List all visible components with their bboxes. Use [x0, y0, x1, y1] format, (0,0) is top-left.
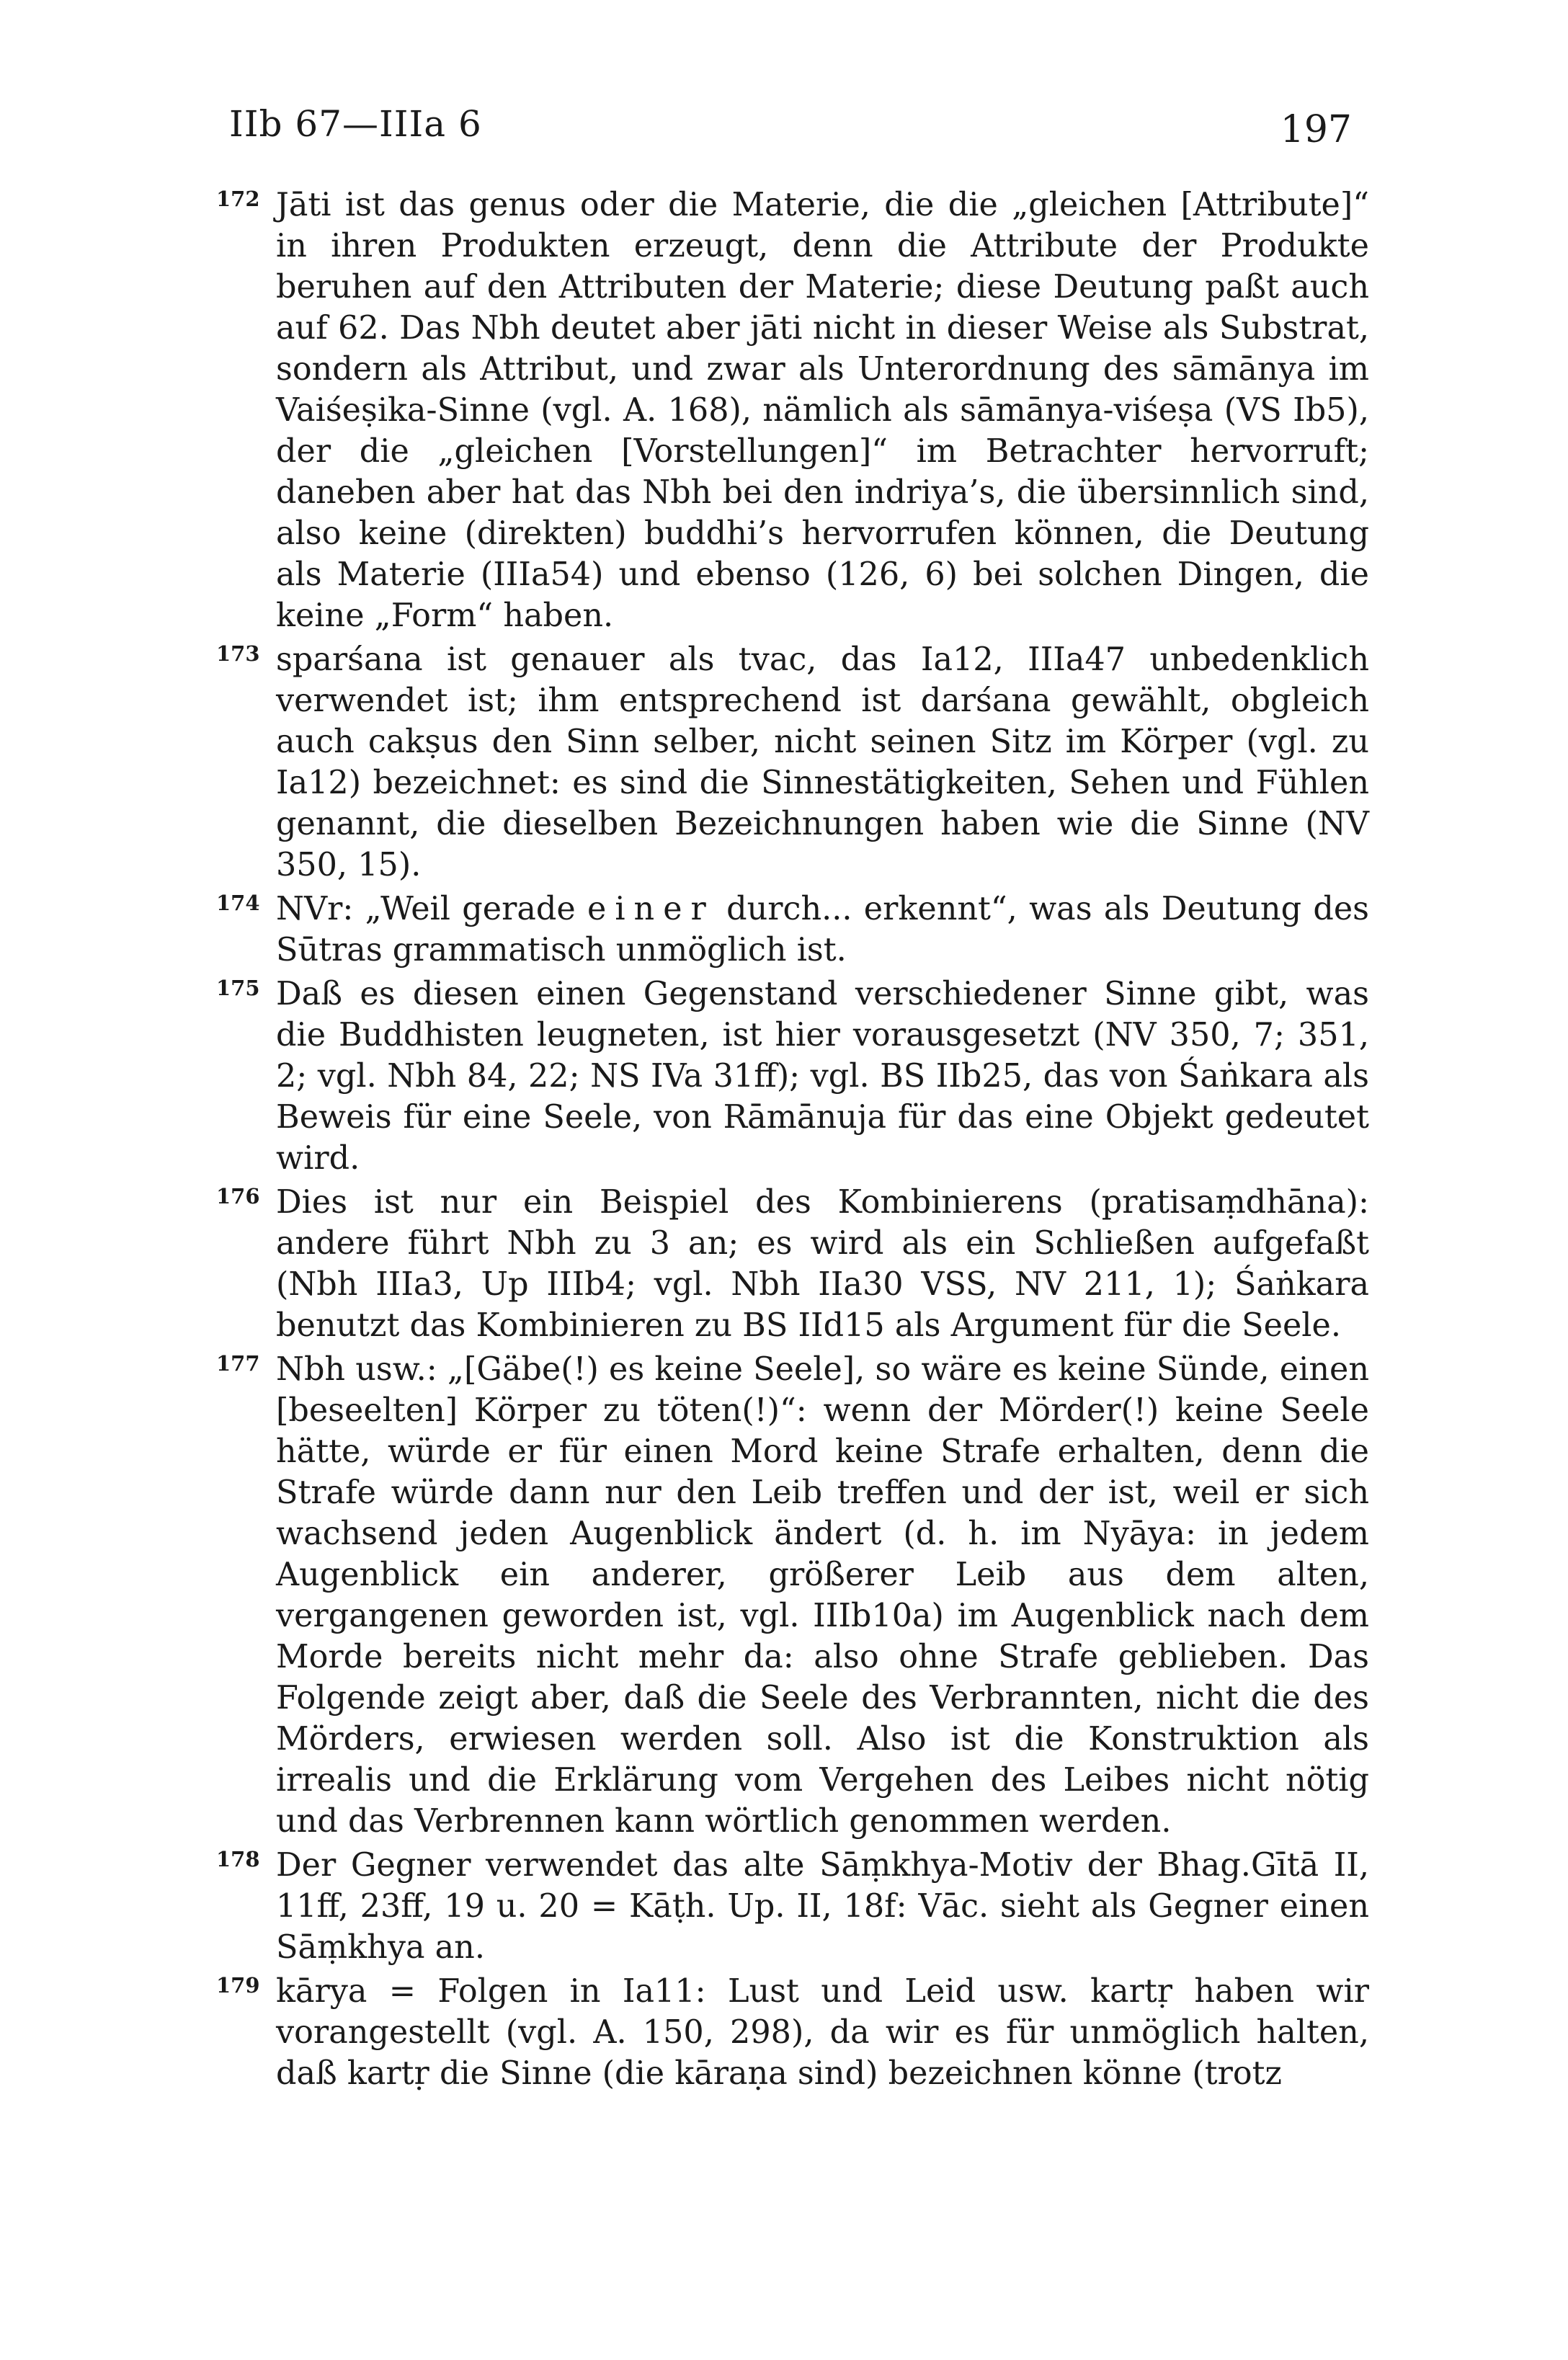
footnote-text [276, 889, 1369, 971]
footnotes-block [216, 184, 1369, 2097]
running-head: IIb 67—IIIa 6 [229, 103, 482, 145]
footnote-text: Nbh usw.: „[Gäbe(!) es keine Seele], so wäre es keine Sünde, einen [beseelten] Körper zu töten(!)“: wenn der Mörder(!) keine Seele hätte, würde er für einen Mord keine Strafe erhalten, denn die Strafe würde dann nur den Leib treffen und der ist, weil er sich wachsend jeden Augenblick ändert (d. h. im Nyāya: in jedem Augenblick ein anderer, größerer Leib aus dem alten, vergangenen geworden ist, vgl. IIIb10a) im Augenblick nach dem Morde bereits nicht mehr da: also ohne Strafe geblieben. Das Folgende zeigt aber, daß die Seele des Verbrannten, nicht die des Mörders, erwiesen werden soll. Also ist die Konstruktion als irrealis und die Erklärung vom Vergehen des Leibes nicht nötig und das Verbrennen kann wörtlich genommen werden. [276, 1351, 1369, 1840]
footnote-number: 172 [216, 187, 260, 211]
footnote-174 [216, 889, 1369, 971]
footnote-number: 178 [216, 1847, 260, 1871]
footnote-179 [216, 1971, 1369, 2094]
footnote-172 [216, 184, 1369, 636]
footnote-number: 176 [216, 1184, 260, 1208]
footnote-177 [216, 1349, 1369, 1842]
footnote-number: 173 [216, 641, 260, 666]
footnote-number: 179 [216, 1973, 260, 1998]
footnote-number: 174 [216, 891, 260, 915]
footnote-176 [216, 1182, 1369, 1346]
footnote-text: kārya = Folgen in Ia11: Lust und Leid usw. kartṛ haben wir vorangestellt (vgl. A. 150, 298), da wir es für unmöglich halten, daß kartṛ die Sinne (die kāraṇa sind) bezeichnen könne (trotz [276, 1973, 1369, 2092]
page-number: 197 [1280, 108, 1352, 151]
footnote-text: Daß es diesen einen Gegenstand verschiedener Sinne gibt, was die Buddhisten leugneten, ist hier vorausgesetzt (NV 350, 7; 351, 2; vgl. Nbh 84, 22; NS IVa 31ff); vgl. BS IIb25, das von Śaṅkara als Beweis für eine Seele, von Rāmānuja für das eine Objekt gedeutet wird. [276, 976, 1369, 1177]
spaced-emphasis: einer [587, 891, 715, 927]
footnote-173 [216, 639, 1369, 886]
footnote-text: sparśana ist genauer als tvac, das Ia12, IIIa47 unbedenklich verwendet ist; ihm entsprechend ist darśana gewählt, obgleich auch cakṣus den Sinn selber, nicht seinen Sitz im Körper (vgl. zu Ia12) bezeichnet: es sind die Sinnestätigkeiten, Sehen und Fühlen genannt, die dieselben Bezeichnungen haben wie die Sinne (NV 350, 15). [276, 641, 1369, 883]
footnote-text: Dies ist nur ein Beispiel des Kombinierens (pratisaṃdhāna): andere führt Nbh zu 3 an; es wird als ein Schließen aufgefaßt (Nbh IIIa3, Up IIIb4; vgl. Nbh IIa30 VSS, NV 211, 1); Śaṅkara benutzt das Kombinieren zu BS IId15 als Argument für die Seele. [276, 1184, 1369, 1344]
footnote-text-part: NVr: „Weil gerade [276, 891, 587, 927]
footnote-text-part: durch... erkennt“, was als Deutung des Sūtras grammatisch unmöglich ist. [276, 891, 1369, 969]
footnote-175 [216, 974, 1369, 1179]
footnote-number: 175 [216, 976, 260, 1000]
footnote-text: Jāti ist das genus oder die Materie, die die „gleichen [Attribute]“ in ihren Produkten erzeugt, denn die Attribute der Produkte beruhen auf den Attributen der Materie; diese Deutung paßt auch auf 62. Das Nbh deutet aber jāti nicht in dieser Weise als Substrat, sondern als Attribut, und zwar als Unterordnung des sāmānya im Vaiśeṣika-Sinne (vgl. A. 168), nämlich als sāmānya-viśeṣa (VS Ib5), der die „gleichen [Vorstellungen]“ im Betrachter hervorruft; daneben aber hat das Nbh bei den indriya’s, die übersinnlich sind, also keine (direkten) buddhi’s hervorrufen können, die Deutung als Materie (IIIa54) und ebenso (126, 6) bei solchen Dingen, die keine „Form“ haben. [276, 187, 1369, 634]
footnote-number: 177 [216, 1351, 260, 1376]
footnote-178 [216, 1845, 1369, 1968]
footnote-text: Der Gegner verwendet das alte Sāṃkhya-Motiv der Bhag.Gītā II, 11ff, 23ff, 19 u. 20 = Kāṭh. Up. II, 18f: Vāc. sieht als Gegner einen Sāṃkhya an. [276, 1847, 1369, 1966]
